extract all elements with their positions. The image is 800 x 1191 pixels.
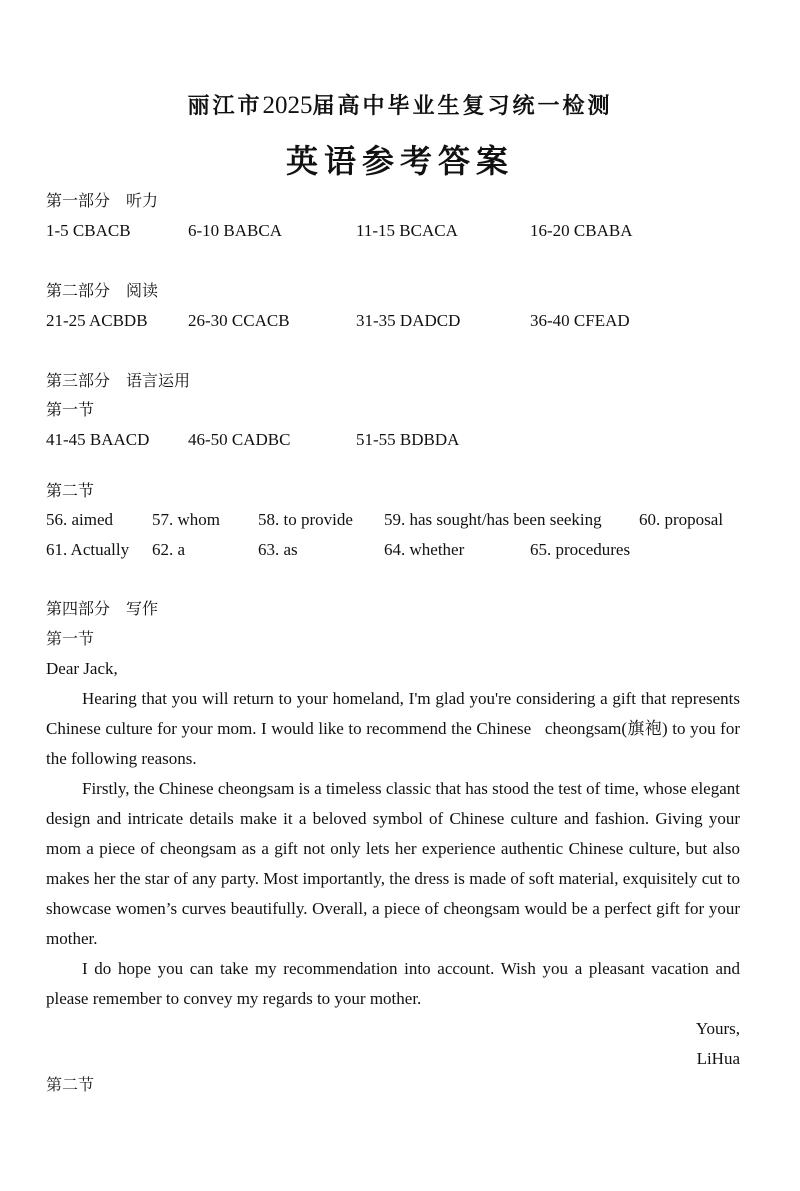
part1-answer-group: 16-20 CBABA bbox=[530, 221, 633, 240]
part4-section2-heading: 第二节 bbox=[46, 1075, 95, 1094]
part1-heading bbox=[46, 190, 158, 212]
letter-paragraph-text: I do hope you can take my recommendation into account. Wish you a pleasant vacation and please remember to convey my regards to your mother. bbox=[46, 959, 740, 1008]
letter-signature: LiHua bbox=[696, 1049, 740, 1068]
fill-blank-answer: 60. proposal bbox=[639, 510, 724, 529]
part1-answer-group: 11-15 BCACA bbox=[356, 221, 458, 240]
letter-paragraph-text: Hearing that you will return to your homeland, I'm glad you're considering a gift that represents Chinese culture for your mom. I would like to recommend the Chinese cheongsam(旗袍) to you for the following reasons. bbox=[46, 689, 740, 768]
part4-section1-heading: 第一节 bbox=[46, 629, 95, 648]
part2-label: 第二部分 bbox=[46, 281, 111, 300]
part3-name: 语言运用 bbox=[126, 371, 191, 390]
letter-paragraph bbox=[46, 684, 740, 774]
title-year: 2025 bbox=[262, 92, 313, 119]
fill-blank-answer: 63. as bbox=[258, 540, 298, 559]
part2-name: 阅读 bbox=[126, 281, 159, 300]
part3-section1-heading: 第一节 bbox=[46, 400, 95, 419]
fill-blank-answer: 62. a bbox=[152, 540, 186, 559]
part1-answer-group: 1-5 CBACB bbox=[46, 221, 131, 240]
part2-answer-group: 21-25 ACBDB bbox=[46, 311, 148, 330]
fill-blank-answer: 65. procedures bbox=[530, 540, 631, 559]
fill-blank-answer: 59. has sought/has been seeking bbox=[384, 510, 602, 529]
letter-paragraph-text: Firstly, the Chinese cheongsam is a timeless classic that has stood the test of time, whose elegant design and intricate details make it a beloved symbol of Chinese culture and fashion. Giving your mom a piece of cheongsam as a gift not only lets her experience authentic Chinese culture, but also makes her the star of any party. Most importantly, the dress is made of soft material, exquisitely cut to showcase women’s curves beautifully. Overall, a piece of cheongsam would be a perfect gift for your mother. bbox=[46, 779, 740, 948]
letter-closing: Yours, bbox=[695, 1019, 740, 1038]
part4-name: 写作 bbox=[126, 599, 159, 618]
part3-label: 第三部分 bbox=[46, 371, 111, 390]
part1-name: 听力 bbox=[126, 191, 159, 210]
fill-blank-answer: 57. whom bbox=[152, 510, 220, 529]
fill-blank-answer: 56. aimed bbox=[46, 510, 114, 529]
part3-heading bbox=[46, 370, 190, 392]
fill-blank-answer: 58. to provide bbox=[258, 510, 353, 529]
part3-answer-group: 51-55 BDBDA bbox=[356, 430, 460, 449]
part4-heading bbox=[46, 598, 158, 620]
part3-answer-group: 41-45 BAACD bbox=[46, 430, 150, 449]
document-title bbox=[0, 91, 800, 121]
part2-answer-group: 31-35 DADCD bbox=[356, 311, 461, 330]
part4-label: 第四部分 bbox=[46, 599, 111, 618]
fill-blank-answer: 61. Actually bbox=[46, 540, 130, 559]
part2-answer-group: 26-30 CCACB bbox=[188, 311, 290, 330]
part2-heading bbox=[46, 280, 158, 302]
part3-answer-group: 46-50 CADBC bbox=[188, 430, 291, 449]
part3-section2-heading: 第二节 bbox=[46, 481, 95, 500]
title-prefix: 丽江市 bbox=[187, 93, 263, 119]
part2-answer-group: 36-40 CFEAD bbox=[530, 311, 630, 330]
letter-salutation: Dear Jack, bbox=[46, 659, 118, 678]
letter-paragraph bbox=[46, 954, 740, 1014]
fill-blank-answer: 64. whether bbox=[384, 540, 465, 559]
letter-paragraph bbox=[46, 774, 740, 954]
part1-answer-group: 6-10 BABCA bbox=[188, 221, 282, 240]
title-suffix: 届高中毕业生复习统一检测 bbox=[312, 93, 613, 119]
part1-label: 第一部分 bbox=[46, 191, 111, 210]
document-subtitle: 英语参考答案 bbox=[285, 142, 514, 180]
